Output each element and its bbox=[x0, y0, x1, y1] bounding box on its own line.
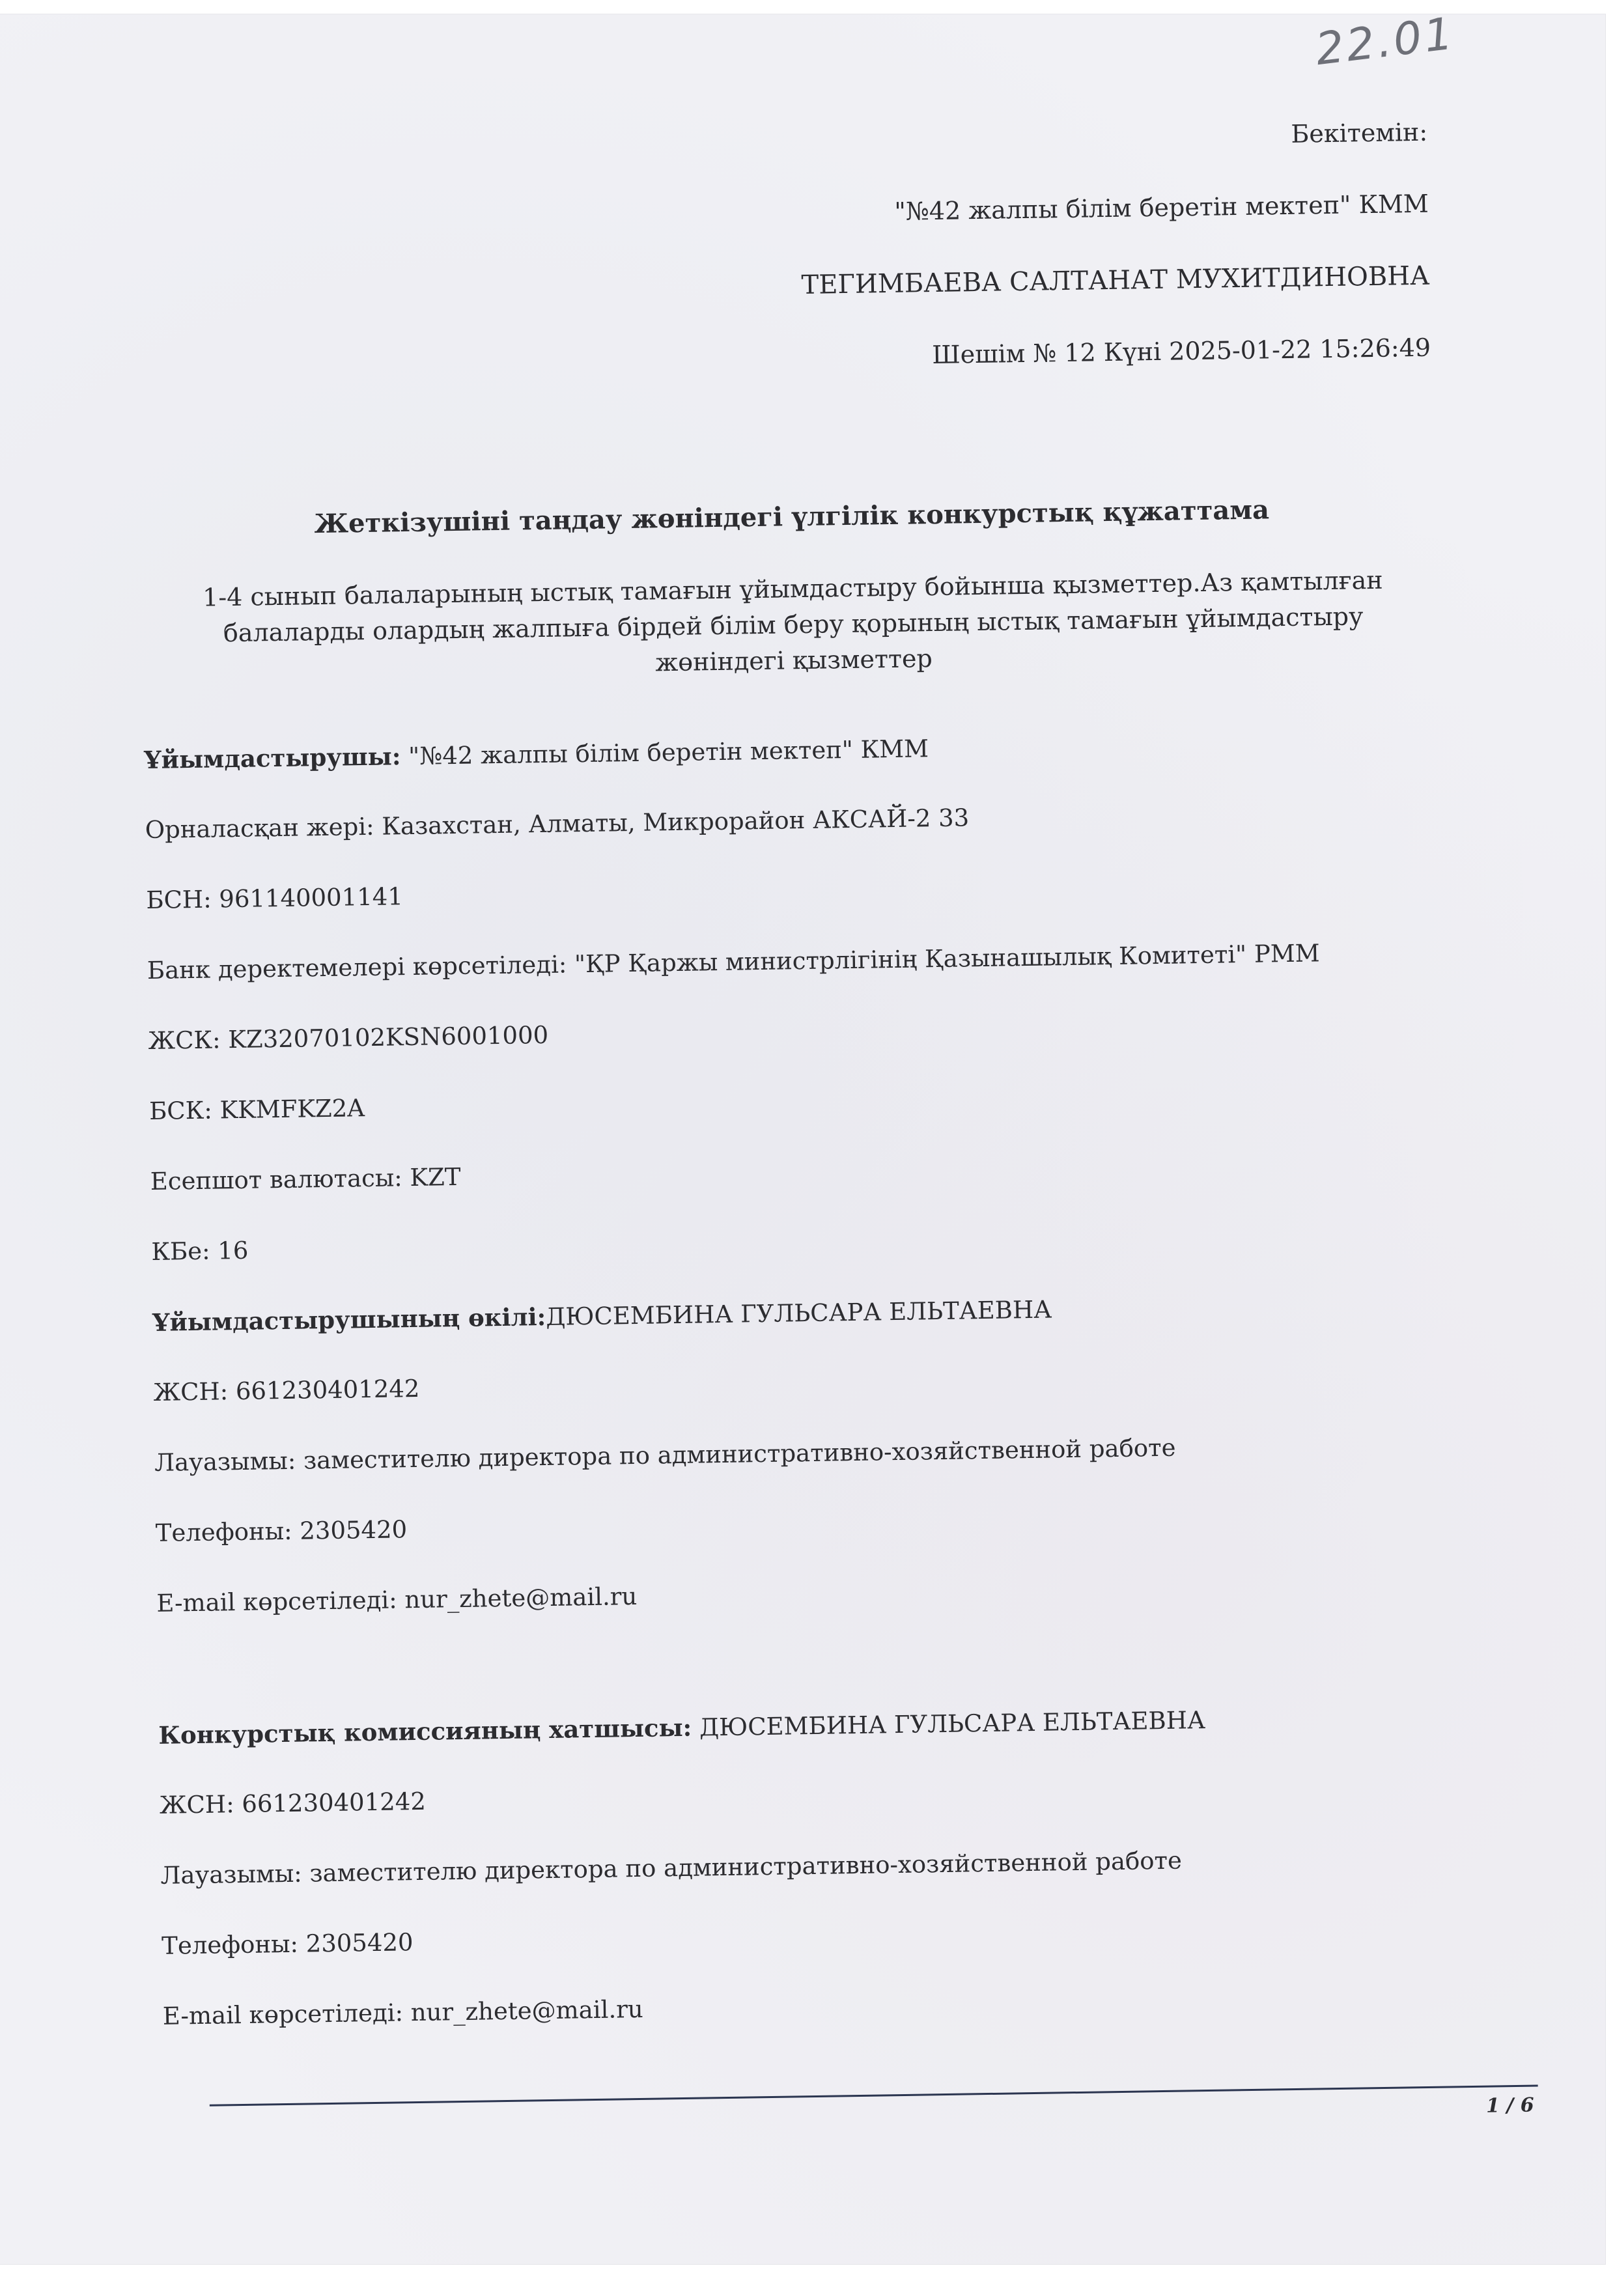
document-title: Жеткізушіні таңдау жөніндегі үлгілік конкурстық құжаттама bbox=[314, 494, 1270, 540]
representative-iin: ЖСН: 661230401242 bbox=[153, 1374, 420, 1407]
title-block bbox=[173, 492, 1413, 688]
footer-divider bbox=[210, 2085, 1538, 2107]
approval-heading: Бекітемін: bbox=[1291, 117, 1428, 148]
approval-block bbox=[799, 118, 1431, 414]
document-subtitle: 1-4 сынып балаларының ыстық тамағын ұйымдастыру бойынша қызметтер.Аз қамтылған балаларды олардың жалпыға бірдей білім беру қорының ыстық тамағын ұйымдастыру жөніндегі қызметтер bbox=[202, 565, 1383, 677]
secretary-label: Конкурстық комиссияның хатшысы: bbox=[158, 1713, 692, 1750]
location-line: Орналасқан жері: Казахстан, Алматы, Микрорайон АКСАЙ-2 33 bbox=[145, 804, 970, 845]
secretary-iin: ЖСН: 661230401242 bbox=[159, 1787, 427, 1819]
secretary-name: ДЮСЕМБИНА ГУЛЬСАРА ЕЛЬТАЕВНА bbox=[691, 1706, 1206, 1742]
representative-email: E-mail көрсетіледі: nur_zhete@mail.ru bbox=[156, 1582, 638, 1617]
kbe-line: КБе: 16 bbox=[151, 1236, 249, 1266]
representative-phone: Телефоны: 2305420 bbox=[155, 1515, 408, 1547]
iik-line: ЖСК: KZ32070102KSN6001000 bbox=[148, 1020, 549, 1055]
details-section bbox=[144, 726, 1498, 2073]
secretary-phone: Телефоны: 2305420 bbox=[161, 1928, 414, 1960]
secretary-position: Лауазымы: заместителю директора по административно-хозяйственной работе bbox=[160, 1846, 1183, 1890]
representative-name: ДЮСЕМБИНА ГУЛЬСАРА ЕЛЬТАЕВНА bbox=[545, 1295, 1052, 1331]
secretary-email: E-mail көрсетіледі: nur_zhete@mail.ru bbox=[162, 1995, 643, 2030]
representative-label: Ұйымдастырушының өкілі: bbox=[152, 1302, 546, 1337]
bik-line: БСК: KKMFKZ2A bbox=[148, 1094, 365, 1125]
approval-organization: "№42 жалпы білім беретін мектеп" КММ bbox=[894, 189, 1429, 226]
organizer-label: Ұйымдастырушы: bbox=[143, 742, 401, 775]
bank-line: Банк деректемелері көрсетіледі: "ҚР Қаржы министрлігінің Қазынашылық Комитеті" РММ bbox=[147, 939, 1320, 985]
currency-line: Есепшот валютасы: KZT bbox=[150, 1162, 461, 1196]
handwritten-date-note: 22.01 bbox=[1313, 8, 1458, 76]
organizer-value: "№42 жалпы білім беретін мектеп" КММ bbox=[400, 735, 929, 771]
page-number: 1 / 6 bbox=[1485, 2093, 1534, 2118]
approver-name: ТЕГИМБАЕВА САЛТАНАТ МУХИТДИНОВНА bbox=[801, 260, 1430, 301]
bin-line: БСН: 961140001141 bbox=[146, 882, 404, 915]
representative-position: Лауазымы: заместителю директора по административно-хозяйственной работе bbox=[154, 1433, 1176, 1477]
decision-line: Шешім № 12 Күні 2025-01-22 15:26:49 bbox=[932, 333, 1431, 370]
